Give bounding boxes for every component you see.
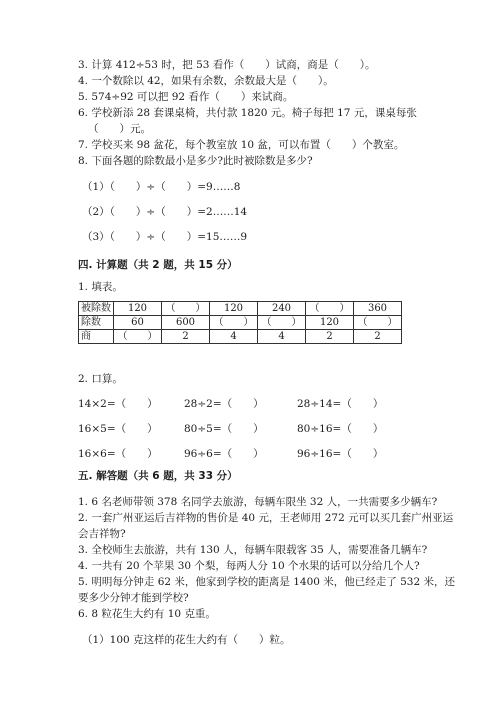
answer-question-2-continued: 会吉祥物?: [78, 528, 126, 540]
answer-question-1: 1. 6 名老师带领 378 名同学去旅游，每辆车限坐 32 人，一共需要多少辆车?: [78, 496, 438, 508]
table-cell: 360: [354, 302, 402, 316]
table-cell: 2: [354, 330, 402, 344]
oral-item: 14×2=（ ）: [78, 398, 158, 410]
table-cell: 2: [162, 330, 210, 344]
table-cell: 240: [258, 302, 306, 316]
table-cell: 60: [114, 316, 162, 330]
table-cell: 被除数: [79, 302, 114, 316]
question-4: 4. 一个数除以 42，如果有余数，余数最大是（ ）。: [78, 75, 334, 87]
table-cell: （ ）: [354, 316, 402, 330]
table-cell: 2: [306, 330, 354, 344]
oral-item: 16×6=（ ）: [78, 448, 158, 460]
table-cell: 120: [306, 316, 354, 330]
table-cell: （ ）: [114, 330, 162, 344]
oral-item: 28÷2=（ ）: [184, 398, 264, 410]
section-4-title: 四. 计算题（共 2 题，共 15 分）: [78, 259, 238, 271]
section-4-q1: 1. 填表。: [78, 281, 123, 293]
section-4-q2: 2. 口算。: [78, 373, 123, 385]
table-cell: 商: [79, 330, 114, 344]
table-cell: 600: [162, 316, 210, 330]
table-cell: 120: [210, 302, 258, 316]
answer-question-4: 4. 一共有 20 个苹果 30 个梨，每两人分 10 个水果的话可以分给几个人?: [78, 560, 420, 572]
oral-item: 96÷6=（ ）: [184, 448, 264, 460]
answer-question-5: 5. 明明每分钟走 62 米，他家到学校的距离是 1400 米，他已经走了 532 米，还: [78, 576, 456, 588]
question-3: 3. 计算 412÷53 时，把 53 看作（ ）试商，商是（ ）。: [78, 59, 376, 71]
question-8: 8. 下面各题的除数最小是多少?此时被除数是多少?: [78, 155, 313, 167]
answer-question-3: 3. 全校师生去旅游，共有 130 人，每辆车限载客 35 人，需要准备几辆车?: [78, 544, 428, 556]
table-row: [79, 316, 402, 330]
q8-item-3: （3）（ ）÷（ ）=15……9: [82, 231, 248, 243]
table-cell: 4: [210, 330, 258, 344]
answer-question-5-continued: 要多少分钟才能到学校?: [78, 592, 189, 604]
table-cell: （ ）: [210, 316, 258, 330]
table-cell: （ ）: [162, 302, 210, 316]
answer-question-6-sub-1: （1）100 克这样的花生大约有（ ）粒。: [82, 634, 291, 646]
oral-item: 80÷5=（ ）: [184, 423, 264, 435]
question-5: 5. 574÷92 可以把 92 看作（ ）来试商。: [78, 91, 294, 103]
table-cell: 4: [258, 330, 306, 344]
q8-item-1: （1）（ ）÷（ ）=9……8: [82, 181, 241, 193]
question-6: 6. 学校新添 28 套课桌椅，共付款 1820 元。椅子每把 17 元，课桌每张: [78, 107, 417, 119]
answer-question-6: 6. 8 粒花生大约有 10 克重。: [78, 608, 216, 620]
section-5-title: 五. 解答题（共 6 题，共 33 分）: [78, 470, 238, 482]
oral-item: 96÷16=（ ）: [297, 448, 384, 460]
fill-table: [78, 301, 402, 344]
answer-question-2: 2. 一套广州亚运后吉祥物的售价是 40 元，王老师用 272 元可以买几套广州亚运: [78, 512, 454, 524]
table-row: [79, 330, 402, 344]
oral-item: 16×5=（ ）: [78, 423, 158, 435]
question-7: 7. 学校买来 98 盆花，每个教室放 10 盆，可以布置（ ）个教室。: [78, 139, 405, 151]
table-cell: 120: [114, 302, 162, 316]
oral-item: 80÷16=（ ）: [297, 423, 384, 435]
table-row: [79, 302, 402, 316]
table-cell: （ ）: [258, 316, 306, 330]
table-cell: 除数: [79, 316, 114, 330]
question-6-continued: （ ）元。: [88, 123, 151, 135]
q8-item-2: （2）（ ）÷（ ）=2……14: [82, 206, 248, 218]
oral-item: 28÷14=（ ）: [297, 398, 384, 410]
table-cell: （ ）: [306, 302, 354, 316]
